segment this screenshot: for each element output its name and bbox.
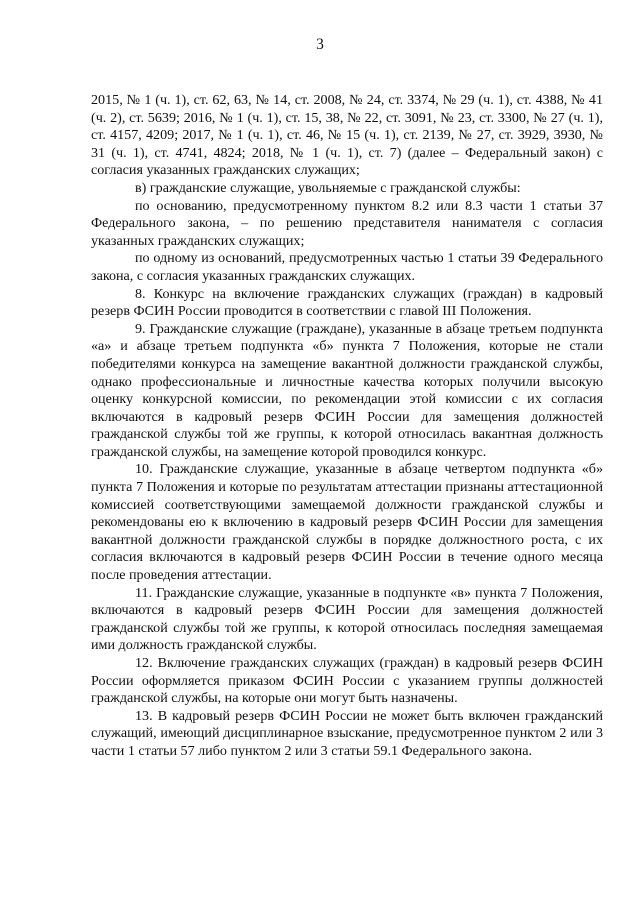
paragraph-basis-39: по одному из оснований, предусмотренных частью 1 статьи 39 Федерального закона, с согласия указанных гражданских служащих. [91,250,603,284]
page-number: 3 [316,36,324,53]
paragraph-continuation: 2015, № 1 (ч. 1), ст. 62, 63, № 14, ст. 2008, № 24, ст. 3374, № 29 (ч. 1), ст. 4388, № 41 (ч. 2), ст. 5639; 2016, № 1 (ч. 1), ст. 15, 38, № 22, ст. 3091, № 23, ст. 3300, № 27 (ч. 1), ст. 4157, 4209; 2017, № 1 (ч. 1), ст. 46, № 15 (ч. 1), ст. 2139, № 27, ст. 3929, 3930, № 31 (ч. 1), ст. 4741, 4824; 2018, № 1 (ч. 1), ст. 7) (далее – Федеральный закон) с согласия указанных гражданских служащих; [91,92,603,179]
paragraph-item-12: 12. Включение гражданских служащих (граждан) в кадровый резерв ФСИН России оформляется приказом ФСИН России с указанием группы должностей гражданской службы, на которые они могут быть назначены. [91,655,603,707]
paragraph-subitem-v: в) гражданские служащие, увольняемые с гражданской службы: [135,179,521,196]
document-body [91,92,603,761]
paragraph-item-13: 13. В кадровый резерв ФСИН России не может быть включен гражданский служащий, имеющий дисциплинарное взыскание, предусмотренное пунктом 2 или 3 части 1 статьи 57 либо пунктом 2 или 3 статьи 59.1 Федерального закона. [91,707,603,759]
paragraph-basis-37: по основанию, предусмотренному пунктом 8.2 или 8.3 части 1 статьи 37 Федерального закона, – по решению представителя нанимателя с согласия указанных гражданских служащих; [91,197,603,249]
paragraph-item-10: 10. Гражданские служащие, указанные в абзаце четвертом подпункта «б» пункта 7 Положения и которые по результатам аттестации признаны аттестационной комиссией соответствующими замещаемой должности гражданской службы и рекомендованы ею к включению в кадровый резерв ФСИН России для замещения вакантной должности гражданской службы в порядке должностного роста, с их согласия включаются в кадровый резерв ФСИН России в течение одного месяца после проведения аттестации. [91,461,603,584]
paragraph-item-11: 11. Гражданские служащие, указанные в подпункте «в» пункта 7 Положения, включаются в кадровый резерв ФСИН России для замещения должностей гражданской службы той же группы, к которой относилась последняя замещаемая ими должность гражданской службы. [91,584,603,654]
paragraph-item-8: 8. Конкурс на включение гражданских служащих (граждан) в кадровый резерв ФСИН России проводится в соответствии с главой III Положения. [91,285,603,320]
paragraph-item-9: 9. Гражданские служащие (граждане), указанные в абзаце третьем подпункта «а» и абзаце третьем подпункта «б» пункта 7 Положения, которые не стали победителями конкурса на замещение вакантной должности гражданской службы, однако профессиональные и личностные качества которых получили высокую оценку конкурсной комиссии, по рекомендации этой комиссии с их согласия включаются в кадровый резерв ФСИН России для замещения должностей гражданской службы той же группы, к которой относилась вакантная должность гражданской службы, на замещение которой проводился конкурс. [91,320,603,460]
